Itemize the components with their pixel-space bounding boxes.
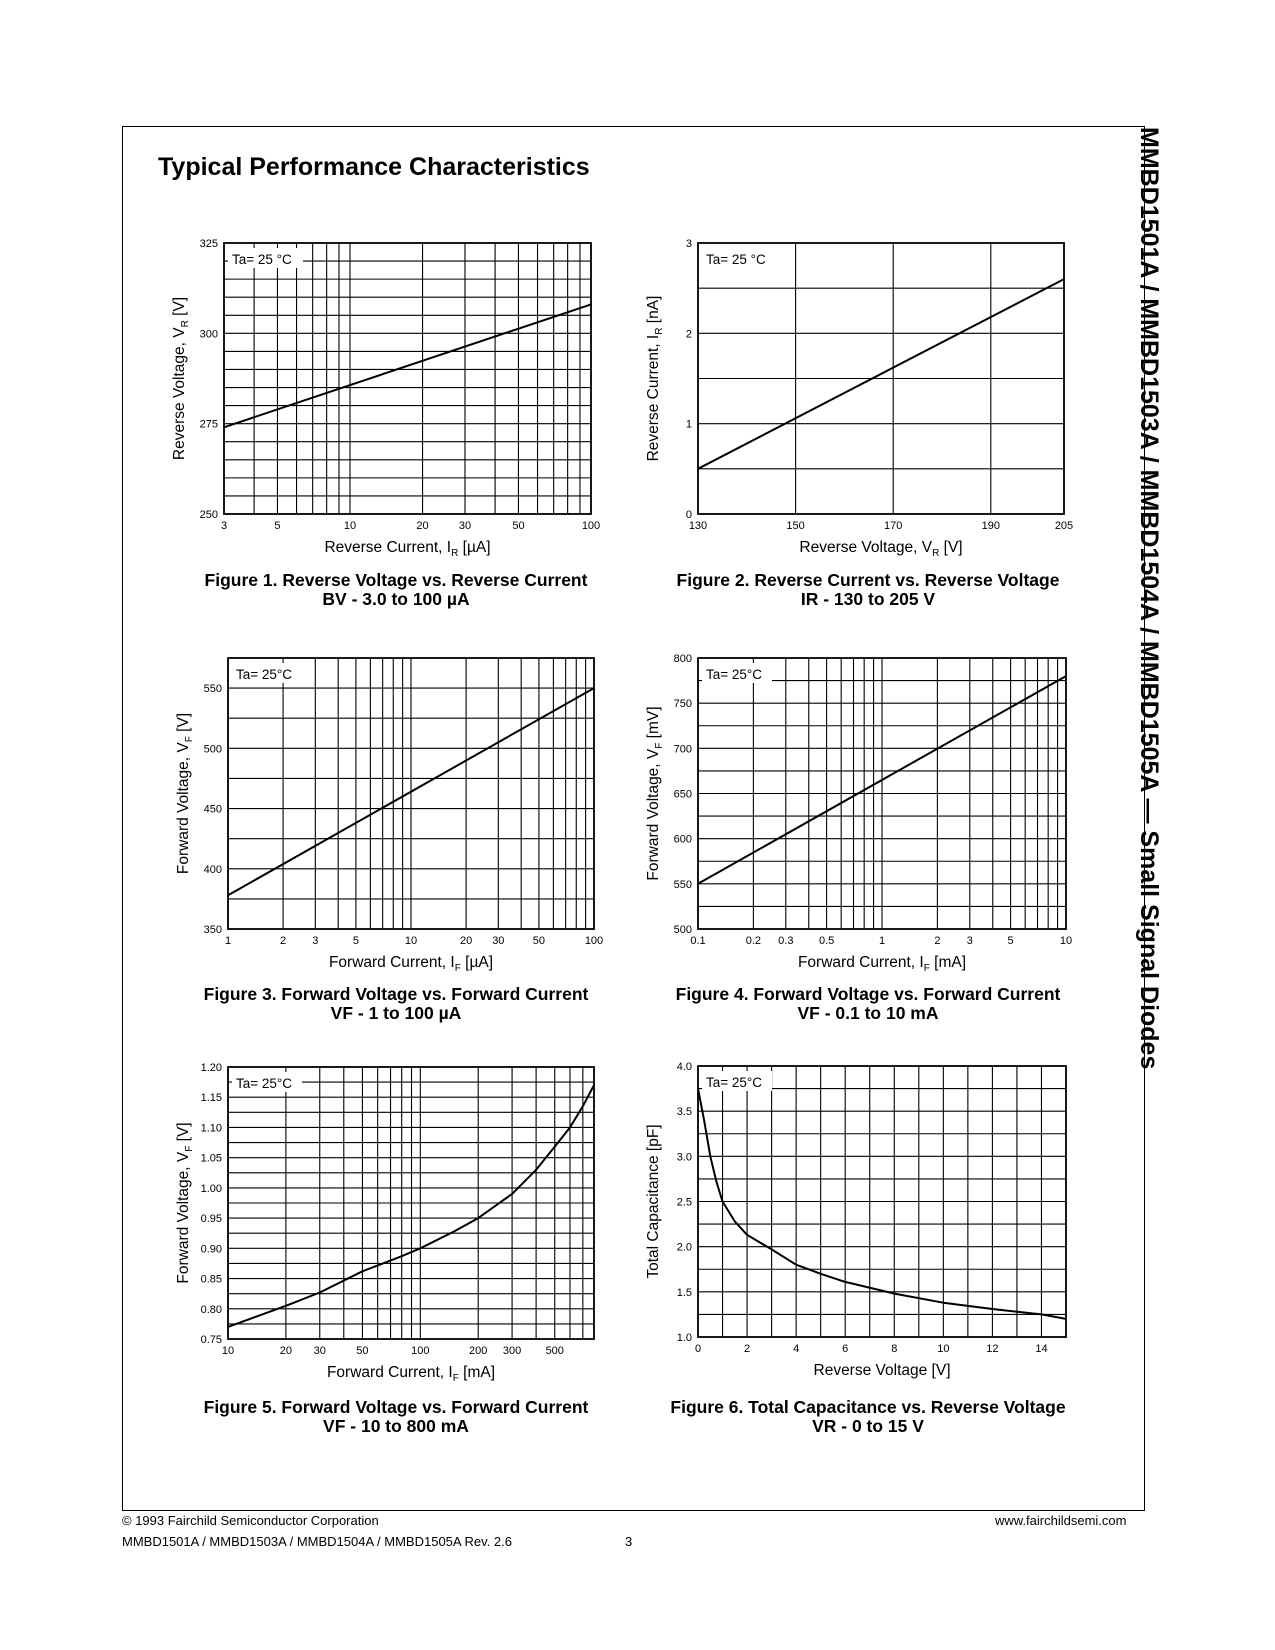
y-tick-label: 0.80 [200, 1303, 222, 1316]
figure-6-caption-title: Figure 6. Total Capacitance vs. Reverse Voltage [670, 1397, 1066, 1417]
x-tick-label: 30 [492, 935, 505, 947]
fig4-y-axis-label [645, 706, 665, 880]
x-tick-label: 100 [581, 520, 601, 532]
figure-3-caption [176, 985, 616, 1023]
x-tick-label: 5 [1007, 935, 1014, 947]
x-tick-label: 2 [744, 1343, 751, 1355]
x-tick-label: 300 [502, 1345, 522, 1357]
x-tick-label: 500 [545, 1345, 564, 1357]
figure-6-caption-range: VR - 0 to 15 V [812, 1416, 924, 1436]
x-tick-label: 3 [312, 935, 319, 947]
y-tick-label: 600 [673, 833, 692, 846]
y-tick-label: 300 [199, 328, 218, 341]
x-tick-label: 0.3 [778, 935, 794, 947]
y-tick-label: 1.15 [200, 1092, 222, 1105]
x-tick-label: 100 [584, 935, 604, 947]
y-axis-label-main: Reverse Current, I [645, 334, 662, 462]
fig2-grid [698, 243, 1064, 514]
fig1-y-axis-label [171, 297, 191, 460]
x-tick-label: 20 [459, 935, 473, 947]
fig2-x-axis-label [799, 539, 962, 559]
x-tick-label: 130 [688, 520, 708, 532]
x-tick-label: 50 [356, 1345, 369, 1357]
y-tick-label: 350 [203, 924, 222, 936]
y-tick-label: 275 [199, 418, 218, 431]
fig6-chart [645, 1061, 1066, 1379]
x-tick-label: 0 [694, 1343, 702, 1355]
y-tick-label: 450 [203, 803, 222, 816]
x-tick-label: 10 [221, 1345, 235, 1357]
fig6-annotation: Ta= 25°C [706, 1075, 763, 1090]
y-axis-label-subscript: F [184, 736, 195, 743]
x-tick-label: 50 [532, 935, 546, 947]
y-axis-label-unit: [V] [175, 712, 192, 737]
fig4-chart [645, 653, 1072, 974]
x-tick-label: 0.5 [818, 935, 835, 947]
y-tick-label: 2 [685, 328, 692, 341]
fig5-chart [175, 1062, 594, 1384]
figure-4-caption-range: VF - 0.1 to 10 mA [797, 1003, 939, 1023]
x-axis-label-main: Forward Current, I [797, 954, 924, 971]
y-axis-label-main: Forward Voltage, V [175, 1151, 192, 1284]
x-tick-label: 8 [891, 1343, 898, 1355]
x-tick-label: 10 [937, 1343, 950, 1355]
x-tick-label: 10 [343, 520, 357, 532]
y-axis-label-unit: [V] [175, 1122, 192, 1146]
fig1-plot-frame [224, 243, 591, 514]
fig3-chart [175, 658, 603, 974]
footer-part-revision: MMBD1501A / MMBD1503A / MMBD1504A / MMBD1505A Rev. 2.6 [122, 1534, 512, 1549]
y-tick-label: 250 [199, 509, 218, 521]
fig2-y-axis-label [645, 296, 665, 462]
fig6-grid [698, 1066, 1066, 1337]
x-axis-label-subscript: F [454, 963, 461, 974]
x-tick-label: 2 [934, 935, 941, 947]
fig3-grid [228, 658, 594, 929]
y-tick-label: 3 [685, 238, 692, 250]
y-tick-label: 500 [673, 924, 692, 936]
fig1-series-line [224, 304, 591, 427]
x-tick-label: 30 [313, 1345, 326, 1357]
fig3-annotation: Ta= 25°C [236, 667, 293, 682]
x-tick-label: 3 [966, 935, 973, 947]
y-tick-label: 400 [203, 863, 222, 876]
y-axis-label-unit: [mV] [645, 706, 662, 743]
x-tick-label: 5 [352, 935, 359, 947]
y-tick-label: 650 [673, 788, 692, 801]
y-tick-label: 500 [203, 743, 222, 756]
x-tick-label: 100 [411, 1345, 430, 1357]
fig5-y-axis-label [175, 1122, 195, 1283]
fig1-grid [224, 243, 591, 514]
y-axis-label-main: Reverse Voltage, V [171, 327, 188, 461]
fig2-annotation: Ta= 25 °C [706, 252, 766, 267]
x-tick-label: 190 [981, 520, 1000, 532]
figure-2-caption-range: IR - 130 to 205 V [800, 589, 936, 609]
y-tick-label: 3.5 [676, 1106, 692, 1119]
x-tick-label: 170 [884, 520, 903, 532]
y-tick-label: 2.0 [676, 1241, 692, 1254]
fig5-annotation: Ta= 25°C [236, 1076, 293, 1091]
y-axis-label-subscript: R [180, 320, 191, 328]
y-tick-label: 3.0 [676, 1151, 692, 1164]
x-tick-label: 2 [280, 935, 287, 947]
y-axis-label-main: Forward Voltage, V [645, 748, 662, 881]
y-tick-label: 1.20 [200, 1062, 222, 1074]
side-title: MMBD1501A / MMBD1503A / MMBD1504A / MMBD1505A — Small Signal Diodes [1135, 127, 1163, 1070]
y-axis-label-main: Forward Voltage, V [175, 742, 192, 875]
fig1-x-axis-label [324, 539, 490, 559]
x-axis-label-subscript: R [932, 548, 940, 559]
footer-website: www.fairchildsemi.com [995, 1513, 1127, 1528]
figure-3-caption-title: Figure 3. Forward Voltage vs. Forward Current [203, 984, 589, 1004]
fig3-y-axis-label [175, 713, 195, 874]
x-tick-label: 20 [279, 1345, 293, 1357]
fig2-series-line [698, 279, 1064, 469]
fig4-x-axis-label [798, 954, 966, 974]
figure-1-caption-range: BV - 3.0 to 100 µA [322, 589, 470, 609]
figure-6-caption [648, 1398, 1088, 1436]
x-tick-label: 1 [224, 935, 232, 947]
x-tick-label: 200 [469, 1345, 488, 1357]
y-tick-label: 1.00 [200, 1182, 222, 1195]
y-tick-label: 550 [673, 878, 692, 891]
x-axis-label-unit: [mA] [929, 954, 967, 971]
figure-1-caption [176, 571, 616, 609]
figure-4-caption [648, 985, 1088, 1023]
x-tick-label: 3 [220, 520, 228, 532]
fig2-chart [645, 238, 1073, 559]
figure-5-caption [176, 1398, 616, 1436]
y-tick-label: 0 [685, 509, 692, 521]
y-tick-label: 1.0 [676, 1332, 692, 1344]
fig3-x-axis-label [329, 954, 493, 974]
x-tick-label: 50 [512, 520, 525, 532]
y-axis-label-subscript: F [184, 1145, 195, 1152]
figure-2-caption [648, 571, 1088, 609]
y-tick-label: 0.95 [200, 1213, 222, 1226]
x-tick-label: 4 [793, 1343, 800, 1355]
fig5-x-axis-label [327, 1364, 495, 1384]
x-axis-label-main: Reverse Voltage, V [799, 539, 933, 556]
x-axis-label-main: Reverse Voltage [V] [813, 1362, 951, 1379]
y-axis-label-unit: [nA] [645, 295, 662, 328]
footer-page-number: 3 [625, 1534, 633, 1549]
x-tick-label: 205 [1054, 520, 1074, 532]
fig1-annotation: Ta= 25 °C [232, 252, 292, 267]
x-tick-label: 20 [416, 520, 429, 532]
y-axis-label-unit: [V] [171, 296, 188, 321]
y-tick-label: 0.90 [200, 1243, 222, 1256]
x-tick-label: 5 [274, 520, 281, 532]
y-tick-label: 2.5 [676, 1196, 692, 1209]
figure-5-caption-range: VF - 10 to 800 mA [323, 1416, 469, 1436]
x-tick-label: 1 [878, 935, 886, 947]
x-axis-label-main: Forward Current, I [328, 954, 455, 971]
y-tick-label: 800 [673, 653, 692, 665]
x-tick-label: 10 [404, 935, 418, 947]
x-axis-label-subscript: F [452, 1373, 459, 1384]
y-tick-label: 0.75 [200, 1334, 222, 1346]
y-axis-label-subscript: R [654, 327, 665, 335]
y-tick-label: 1.05 [200, 1152, 222, 1165]
y-tick-label: 1.5 [676, 1286, 692, 1299]
fig4-grid [698, 658, 1066, 929]
x-tick-label: 14 [1035, 1343, 1048, 1355]
section-title: Typical Performance Characteristics [158, 153, 590, 181]
fig4-annotation: Ta= 25°C [706, 667, 763, 682]
x-axis-label-unit: [mA] [458, 1364, 496, 1381]
y-axis-label-subscript: F [654, 742, 665, 749]
y-axis-label-main: Total Capacitance [pF] [645, 1124, 662, 1279]
y-tick-label: 1 [685, 418, 692, 431]
y-tick-label: 700 [673, 743, 692, 756]
x-tick-label: 0.2 [745, 935, 762, 947]
x-tick-label: 12 [986, 1343, 999, 1355]
x-axis-label-unit: [V] [939, 539, 963, 556]
figure-2-caption-title: Figure 2. Reverse Current vs. Reverse Voltage [676, 570, 1060, 590]
figure-3-caption-range: VF - 1 to 100 µA [330, 1003, 462, 1023]
y-tick-label: 0.85 [200, 1273, 222, 1286]
x-tick-label: 10 [1059, 935, 1073, 947]
fig6-y-axis-label [645, 1124, 662, 1278]
footer-copyright: © 1993 Fairchild Semiconductor Corporation [122, 1513, 379, 1528]
x-tick-label: 0.1 [690, 935, 706, 947]
figure-5-caption-title: Figure 5. Forward Voltage vs. Forward Current [203, 1397, 589, 1417]
fig6-x-axis-label [814, 1362, 951, 1379]
x-tick-label: 30 [458, 520, 472, 532]
y-tick-label: 1.10 [200, 1122, 222, 1135]
fig6-series-line [698, 1089, 1066, 1319]
y-tick-label: 750 [673, 698, 692, 711]
x-tick-label: 150 [786, 520, 805, 532]
x-axis-label-subscript: R [451, 548, 459, 559]
x-axis-label-unit: [µA] [458, 539, 491, 556]
x-tick-label: 6 [842, 1343, 849, 1355]
x-axis-label-unit: [µA] [460, 954, 494, 971]
figure-1-caption-title: Figure 1. Reverse Voltage vs. Reverse Current [204, 570, 588, 590]
x-axis-label-main: Reverse Current, I [324, 539, 452, 556]
fig5-grid [228, 1067, 594, 1339]
y-tick-label: 4.0 [676, 1061, 692, 1073]
figure-4-caption-title: Figure 4. Forward Voltage vs. Forward Current [675, 984, 1061, 1004]
x-axis-label-main: Forward Current, I [326, 1364, 453, 1381]
y-tick-label: 325 [199, 238, 218, 250]
x-axis-label-subscript: F [923, 963, 930, 974]
fig1-chart [171, 238, 600, 559]
y-tick-label: 550 [203, 683, 222, 696]
